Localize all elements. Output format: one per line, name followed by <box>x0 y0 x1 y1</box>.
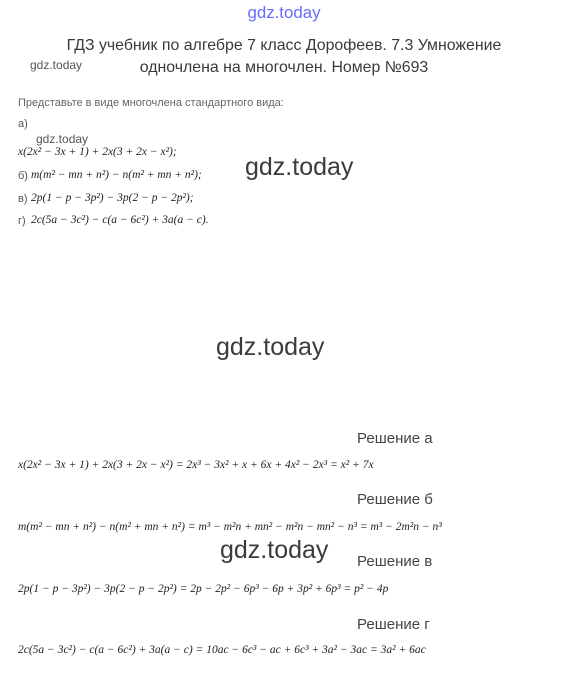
solution-c-heading: Решение в <box>357 553 433 570</box>
watermark-small-2: gdz.today <box>36 132 89 146</box>
task-b-expression: m(m² − mn + n²) − n(m² + mn + n²); <box>31 169 202 181</box>
solution-b-expression: m(m² − mn + n²) − n(m² + mn + n²) = m³ − m²n + mn² − m²n − mn² − n³ = m³ − 2m²n − n³ <box>18 521 442 533</box>
watermark-large-2: gdz.today <box>216 333 325 361</box>
solution-c-expression: 2p(1 − p − 3p²) − 3p(2 − p − 2p²) = 2p − 2p² − 6p³ − 6p + 3p² + 6p³ = p² − 4p <box>18 583 389 595</box>
task-c-expression: 2p(1 − p − 3p²) − 3p(2 − p − 2p²); <box>31 192 194 204</box>
solution-d-heading: Решение г <box>357 616 430 633</box>
solution-a-heading: Решение а <box>357 430 433 447</box>
page-title-line-2: одночлена на многочлен. Номер №693 <box>139 59 429 76</box>
task-d-label: г) <box>18 215 26 227</box>
task-a-label: а) <box>18 118 28 130</box>
watermark-large-3: gdz.today <box>220 536 329 564</box>
task-b-label: б) <box>18 170 28 182</box>
watermark-large-1: gdz.today <box>245 153 354 181</box>
solution-b-heading: Решение б <box>357 491 433 508</box>
solution-d-expression: 2c(5a − 3c²) − c(a − 6c²) + 3a(a − c) = 10ac − 6c³ − ac + 6c³ + 3a² − 3ac = 3a² + 6ac <box>18 644 426 656</box>
top-watermark: gdz.today <box>247 3 321 22</box>
task-a-expression: x(2x² − 3x + 1) + 2x(3 + 2x − x²); <box>18 146 177 158</box>
solution-a-expression: x(2x² − 3x + 1) + 2x(3 + 2x − x²) = 2x³ − 3x² + x + 6x + 4x² − 2x³ = x² + 7x <box>18 459 374 471</box>
watermark-small-1: gdz.today <box>30 58 83 72</box>
task-c-label: в) <box>18 193 28 205</box>
page-title-line-1: ГДЗ учебник по алгебре 7 класс Дорофеев. 7.3 Умножение <box>66 37 502 54</box>
task-intro: Представьте в виде многочлена стандартного вида: <box>18 97 284 109</box>
task-d-expression: 2c(5a − 3c²) − c(a − 6c²) + 3a(a − c). <box>31 214 209 226</box>
